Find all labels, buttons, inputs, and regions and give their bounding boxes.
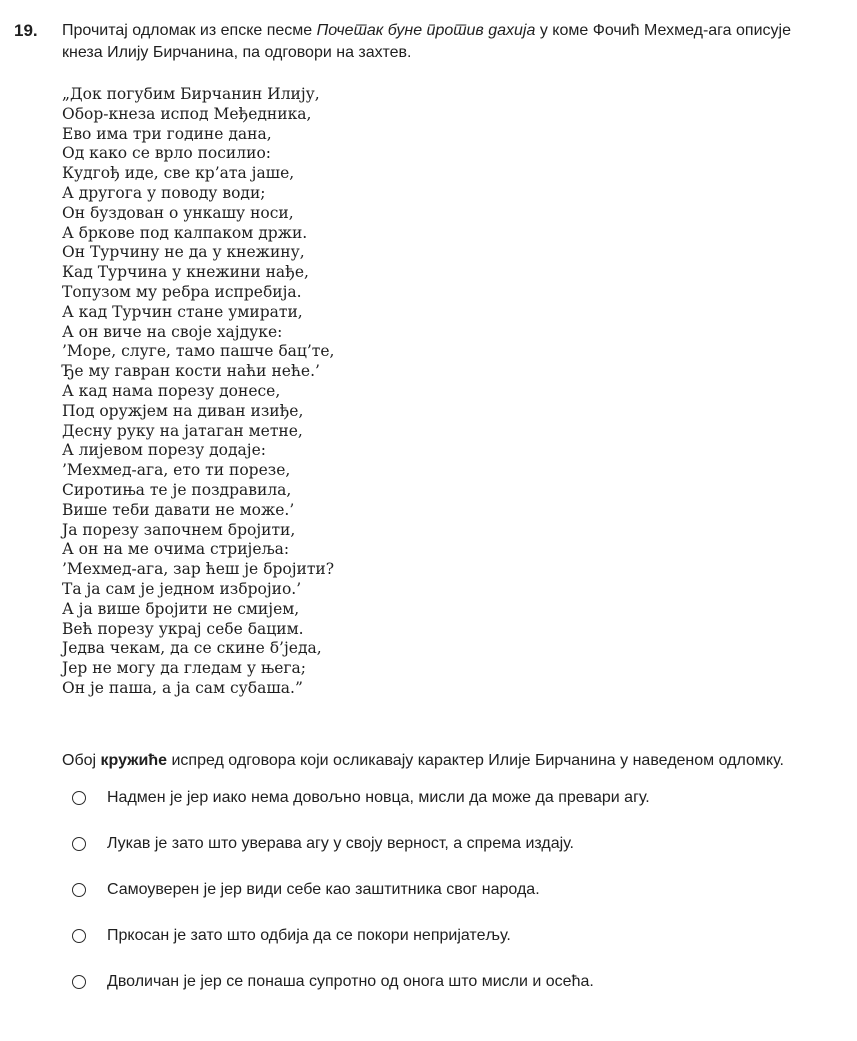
answer-option-label: Самоуверен је јер види себе као заштитника свог народа.: [107, 880, 540, 898]
answer-option-label: Пркосан је зато што одбија да се покори непријатељу.: [107, 926, 511, 944]
question-intro-after: у коме Фочић Мехмед-ага описује: [535, 22, 791, 39]
poem-line: А кад Турчин стане умирати,: [62, 302, 303, 321]
poem-line: Он буздован о ункашу носи,: [62, 203, 294, 222]
poem-line: А бркове под калпаком држи.: [62, 223, 308, 242]
poem-line: Под оружјем на диван изиђе,: [62, 401, 304, 420]
answer-option[interactable]: [62, 880, 857, 900]
answer-option[interactable]: [62, 926, 857, 946]
poem-line: Ђе му гавран кости наћи неће.’: [62, 362, 320, 381]
poem-line: „Док погубим Бирчанин Илију,: [62, 85, 320, 103]
poem-line: Ја порезу започнем бројити,: [62, 520, 296, 539]
answer-options: [62, 788, 857, 992]
poem-title: Почетак буне против дахија: [316, 22, 536, 39]
question-intro-before: Прочитај одломак из епске песме: [62, 22, 317, 39]
poem-line: Више теби давати не може.’: [62, 500, 295, 519]
poem-line: А кад нама порезу донесе,: [62, 381, 281, 400]
question-header: [0, 0, 857, 63]
poem-line: Јер не могу да гледам у њега;: [62, 659, 306, 678]
poem-line: Десну руку на јатаган метне,: [62, 421, 303, 440]
poem-line: А ја више бројити не смијем,: [62, 599, 300, 618]
question-text: [62, 20, 791, 63]
radio-circle-icon[interactable]: [72, 883, 86, 897]
poem-line: Кудгођ иде, све кр’ата јаше,: [62, 164, 295, 183]
poem-line: Он је паша, а ја сам субаша.”: [62, 678, 303, 697]
radio-circle-icon[interactable]: [72, 791, 86, 805]
radio-circle-icon[interactable]: [72, 929, 86, 943]
poem-line: Та ја сам је једном избројио.’: [62, 579, 302, 598]
answer-option[interactable]: [62, 972, 857, 992]
answer-option[interactable]: [62, 788, 857, 808]
poem-line: Он Турчину не да у кнежину,: [62, 243, 305, 262]
poem-line: ’Мехмед-ага, ето ти порезе,: [62, 461, 291, 480]
poem-line: ’Море, слуге, тамо пашче бац’те,: [62, 342, 335, 361]
poem-line: Топузом му ребра испребија.: [62, 282, 302, 301]
poem-line: Сиротиња те је поздравила,: [62, 480, 292, 499]
radio-circle-icon[interactable]: [72, 837, 86, 851]
poem-line: Ево има три године дана,: [62, 124, 272, 143]
poem-line: А лијевом порезу додаје:: [62, 441, 266, 460]
poem-excerpt: [62, 85, 857, 699]
question-intro-line2: кнеза Илију Бирчанина, па одговори на захтев.: [62, 43, 412, 61]
radio-circle-icon[interactable]: [72, 975, 86, 989]
poem-line: Обор-кнеза испод Међедника,: [62, 104, 312, 123]
poem-line: Од како се врло посилио:: [62, 144, 271, 163]
task-instruction-start: Обој: [62, 751, 101, 769]
poem-line: Кад Турчина у кнежини нађе,: [62, 263, 309, 282]
poem-line: Једва чекам, да се скине б’једа,: [62, 639, 322, 658]
answer-option-label: Дволичан је јер се понаша супротно од онога што мисли и осећа.: [107, 972, 594, 990]
poem-line: Већ порезу украј себе бацим.: [62, 619, 304, 638]
task-instruction-bold: кружиће: [100, 751, 168, 769]
poem-line: ’Мехмед-ага, зар ћеш је бројити?: [62, 560, 335, 579]
answer-option-label: Надмен је јер иако нема довољно новца, мисли да може да превари агу.: [107, 788, 650, 806]
answer-option[interactable]: [62, 834, 857, 854]
poem-line: А другога у поводу води;: [62, 183, 266, 202]
task-instruction-end: испред одговора који осликавају карактер Илије Бирчанина у наведеном одломку.: [167, 751, 784, 769]
poem-line: А он на ме очима стријеља:: [62, 540, 290, 559]
poem-line: А он виче на своје хајдуке:: [62, 322, 283, 341]
answer-option-label: Лукав је зато што уверава агу у своју верност, а спрема издају.: [107, 834, 574, 852]
task-instruction: [62, 751, 832, 771]
question-number: 19.: [14, 21, 38, 40]
